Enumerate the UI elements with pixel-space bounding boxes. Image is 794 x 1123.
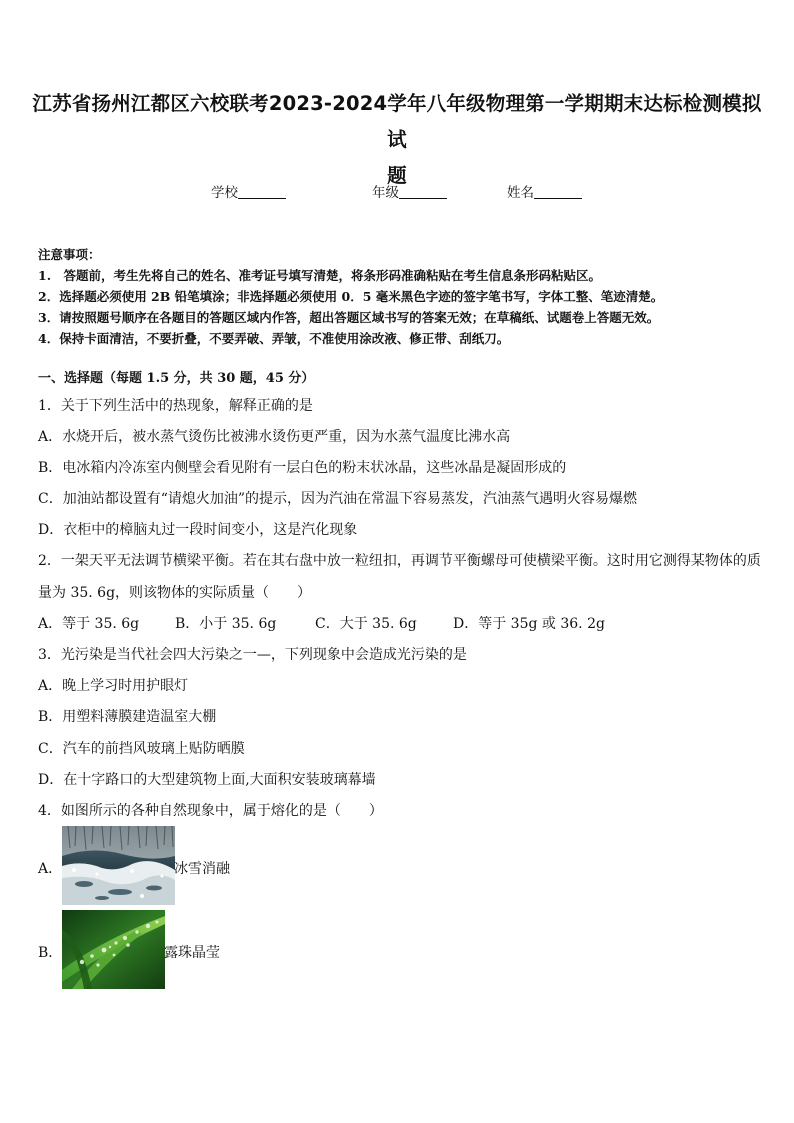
note-item-1: 1. 答题前，考生先将自己的姓名、准考证号填写清楚，将条形码准确粘贴在考生信息条形码粘贴区。 bbox=[38, 268, 602, 283]
q4-option-b-label: B． bbox=[38, 945, 63, 961]
note-item-3: 3．请按照题号顺序在各题目的答题区域内作答，超出答题区域书写的答案无效；在草稿纸、试题卷上答题无效。 bbox=[38, 310, 660, 325]
grade-blank[interactable] bbox=[399, 184, 447, 199]
q4-option-a-label: A． bbox=[38, 861, 63, 877]
grade-field[interactable] bbox=[372, 181, 447, 201]
q2-option-b[interactable]: B．小于 35. 6g bbox=[175, 616, 277, 632]
school-label: 学校 bbox=[211, 185, 238, 201]
school-blank[interactable] bbox=[238, 184, 286, 199]
note-item-4: 4．保持卡面清洁，不要折叠，不要弄破、弄皱，不准使用涂改液、修正带、刮纸刀。 bbox=[38, 331, 510, 346]
q3-option-b[interactable]: B．用塑料薄膜建造温室大棚 bbox=[38, 709, 217, 725]
title-line-2: 题 bbox=[387, 164, 407, 187]
q3-option-d[interactable]: D．在十字路口的大型建筑物上面,大面积安装玻璃幕墙 bbox=[38, 772, 376, 788]
notes-heading: 注意事项： bbox=[38, 247, 101, 262]
q4-option-b-caption: 露珠晶莹 bbox=[164, 945, 220, 961]
q3-stem: 3．光污染是当代社会四大污染之一—，下列现象中会造成光污染的是 bbox=[38, 647, 467, 663]
grade-label: 年级 bbox=[372, 185, 399, 201]
q2-option-a[interactable]: A．等于 35. 6g bbox=[38, 616, 140, 632]
melting-snow-icon bbox=[62, 826, 175, 905]
name-field[interactable] bbox=[507, 181, 582, 201]
q3-option-c[interactable]: C．汽车的前挡风玻璃上贴防晒膜 bbox=[38, 741, 245, 757]
q2-option-d[interactable]: D．等于 35g 或 36. 2g bbox=[453, 616, 605, 632]
school-field[interactable] bbox=[211, 181, 286, 201]
exam-title bbox=[30, 86, 764, 194]
notes-block bbox=[38, 244, 768, 349]
q1-option-a[interactable]: A．水烧开后，被水蒸气烫伤比被沸水烫伤更严重，因为水蒸气温度比沸水高 bbox=[38, 429, 511, 445]
title-line-1: 江苏省扬州江都区六校联考2023-2024学年八年级物理第一学期期末达标检测模拟试 bbox=[32, 92, 762, 151]
name-blank[interactable] bbox=[534, 184, 582, 199]
q2-option-c[interactable]: C．大于 35. 6g bbox=[315, 616, 417, 632]
q1-option-b[interactable]: B．电冰箱内冷冻室内侧壁会看见附有一层白色的粉末状冰晶，这些冰晶是凝固形成的 bbox=[38, 460, 567, 476]
q4-stem: 4．如图所示的各种自然现象中，属于熔化的是（ ） bbox=[38, 803, 383, 819]
dewdrops-icon bbox=[62, 910, 165, 989]
q1-option-d[interactable]: D．衣柜中的樟脑丸过一段时间变小，这是汽化现象 bbox=[38, 522, 358, 538]
q2-stem-line-2: 量为 35. 6g，则该物体的实际质量（ ） bbox=[38, 585, 312, 601]
note-item-2: 2．选择题必须使用 2B 铅笔填涂；非选择题必须使用 0．5 毫米黑色字迹的签字笔书写，字体工整、笔迹清楚。 bbox=[38, 289, 664, 304]
q4-option-a-caption: 冰雪消融 bbox=[174, 861, 230, 877]
section-heading: 一、选择题（每题 1.5 分，共 30 题，45 分） bbox=[38, 371, 315, 386]
q1-stem: 1．关于下列生活中的热现象，解释正确的是 bbox=[38, 398, 313, 414]
name-label: 姓名 bbox=[507, 185, 534, 201]
q1-option-c[interactable]: C．加油站都设置有“请熄火加油”的提示，因为汽油在常温下容易蒸发，汽油蒸气遇明火容易爆燃 bbox=[38, 491, 638, 507]
q3-option-a[interactable]: A．晚上学习时用护眼灯 bbox=[38, 678, 189, 694]
q2-stem-line-1: 2．一架天平无法调节横梁平衡。若在其右盘中放一粒纽扣，再调节平衡螺母可使横梁平衡。这时用它测得某物体的质 bbox=[38, 553, 761, 569]
